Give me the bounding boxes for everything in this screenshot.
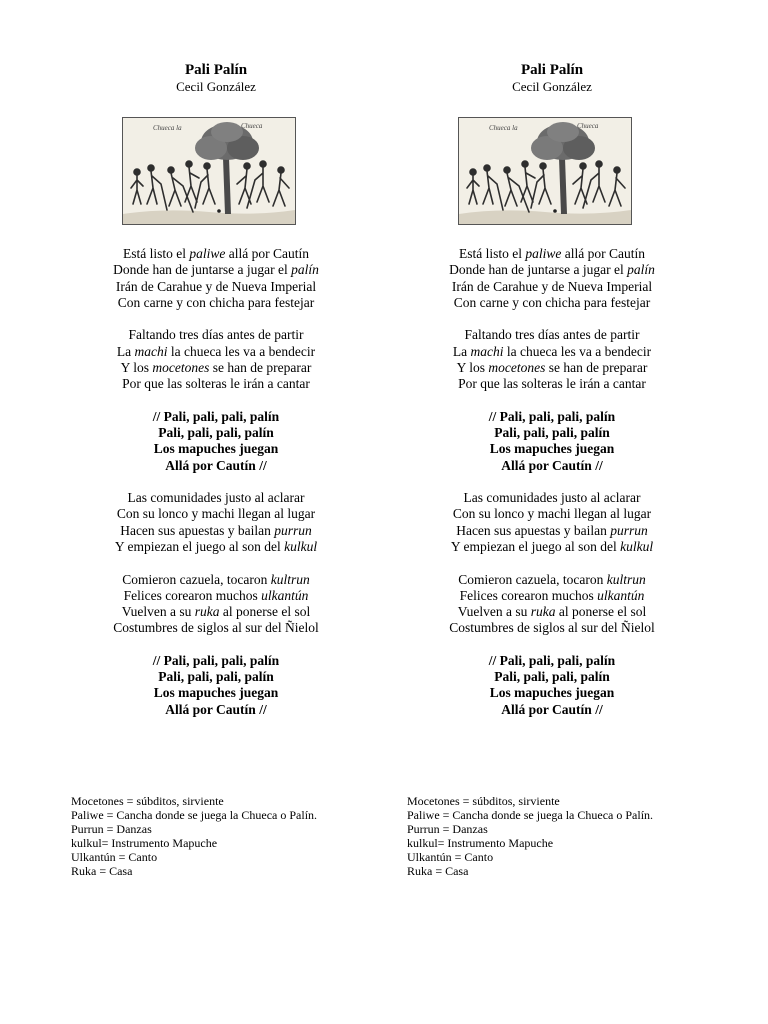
lyric-text: Vuelven a su	[121, 604, 195, 620]
lyric-line	[382, 588, 722, 604]
lyric-text: Con carne y con chicha para festejar	[453, 294, 651, 310]
lyric-line	[382, 246, 722, 262]
lyric-line	[382, 620, 722, 636]
chorus-stanza	[46, 409, 386, 474]
lyric-text: Comieron cazuela, tocaron	[458, 571, 607, 587]
glossary	[407, 795, 727, 878]
lyric-text: al ponerse el sol	[555, 604, 647, 620]
lyric-text: Y empiezan el juego al son del	[450, 539, 621, 555]
lyric-text: Irán de Carahue y de Nueva Imperial	[451, 278, 653, 294]
lyric-text: Y los	[120, 359, 153, 375]
chueca-engraving-image	[458, 117, 632, 225]
lyric-text: Con su lonco y machi llegan al lugar	[452, 506, 652, 522]
lyric-text: Y los	[456, 359, 489, 375]
lyric-line	[382, 425, 722, 441]
lyric-line	[382, 327, 722, 343]
lyric-text: Y empiezan el juego al son del	[114, 539, 285, 555]
glossary-entry: Paliwe = Cancha donde se juega la Chueca o Palín.	[407, 807, 654, 822]
lyric-line	[382, 702, 722, 718]
lyric-line	[382, 490, 722, 506]
lyric-line	[46, 506, 386, 522]
lyric-text: Está listo el	[123, 246, 190, 261]
lyric-text: se han de preparar	[545, 359, 648, 375]
glossary-entry: Ruka = Casa	[407, 863, 469, 878]
lyric-line	[382, 506, 722, 522]
lyric-line	[46, 425, 386, 441]
lyric-text: Allá por Cautín //	[165, 701, 267, 717]
lyric-line	[46, 653, 386, 669]
lyric-line	[382, 441, 722, 457]
lyric-line	[382, 669, 722, 685]
lyric-term: kultrun	[606, 571, 646, 587]
song-title: Pali Palín	[184, 62, 248, 78]
lyric-text: Felices corearon muchos	[459, 587, 598, 603]
song-sheet-left	[46, 0, 386, 1024]
lyric-text: Faltando tres días antes de partir	[464, 327, 640, 343]
lyric-line	[46, 360, 386, 376]
lyric-line	[46, 441, 386, 457]
lyric-term: kulkul	[620, 539, 654, 555]
lyric-line	[382, 409, 722, 425]
lyric-line	[46, 327, 386, 343]
illustration-caption-left: Chueca la	[153, 124, 182, 132]
glossary-entry: Ulkantún = Canto	[71, 849, 158, 864]
lyric-text: se han de preparar	[209, 359, 312, 375]
illustration-caption-right: Chueca	[577, 122, 599, 130]
lyric-line	[382, 344, 722, 360]
lyric-text: Donde han de juntarse a jugar el	[113, 262, 292, 278]
lyric-line	[382, 523, 722, 539]
lyric-line	[46, 604, 386, 620]
lyric-text: Pali, pali, pali, palín	[494, 669, 610, 685]
lyric-term: kultrun	[270, 571, 310, 587]
glossary-entry: Purrun = Danzas	[71, 821, 152, 836]
chorus-stanza	[46, 653, 386, 718]
chueca-engraving-image	[122, 117, 296, 225]
lyric-line	[382, 653, 722, 669]
lyric-text: Faltando tres días antes de partir	[128, 327, 304, 343]
illustration-caption-left: Chueca la	[489, 124, 518, 132]
song-sheet-right	[382, 0, 722, 1024]
lyric-text: Hacen sus apuestas y bailan	[456, 522, 611, 538]
lyric-text: Irán de Carahue y de Nueva Imperial	[115, 278, 317, 294]
lyric-line	[46, 262, 386, 278]
lyric-term: machi	[134, 343, 168, 359]
lyric-text: Costumbres de siglos al sur del Ñielol	[449, 620, 655, 636]
lyric-line	[382, 539, 722, 555]
lyric-line	[46, 588, 386, 604]
song-lyrics	[46, 246, 386, 734]
verse-stanza	[46, 490, 386, 555]
lyric-line	[382, 572, 722, 588]
lyric-line	[46, 620, 386, 636]
lyric-line	[46, 572, 386, 588]
lyric-term: ulkantún	[261, 587, 309, 603]
lyric-term: paliwe	[525, 246, 562, 261]
lyric-text: Allá por Cautín //	[501, 457, 603, 473]
lyric-line	[382, 360, 722, 376]
chorus-stanza	[382, 653, 722, 718]
lyric-line	[46, 539, 386, 555]
lyric-line	[46, 458, 386, 474]
lyric-text: Costumbres de siglos al sur del Ñielol	[113, 620, 319, 636]
verse-stanza	[382, 246, 722, 311]
lyric-text: al ponerse el sol	[219, 604, 311, 620]
song-author: Cecil González	[512, 79, 592, 94]
lyric-line	[46, 702, 386, 718]
lyric-text: // Pali, pali, pali, palín	[152, 408, 280, 424]
glossary-entry: kulkul= Instrumento Mapuche	[71, 835, 218, 850]
lyric-term: mocetones	[152, 359, 210, 375]
lyric-text: Por que las solteras le irán a cantar	[122, 376, 310, 392]
lyric-text: Pali, pali, pali, palín	[158, 669, 274, 685]
lyric-term: purrun	[610, 522, 648, 538]
lyric-term: mocetones	[488, 359, 546, 375]
lyric-text: Las comunidades justo al aclarar	[127, 490, 305, 506]
lyric-term: ruka	[194, 604, 220, 620]
lyric-line	[382, 604, 722, 620]
verse-stanza	[382, 490, 722, 555]
lyric-text: Con su lonco y machi llegan al lugar	[116, 506, 316, 522]
lyric-term: paliwe	[189, 246, 226, 261]
lyric-term: kulkul	[284, 539, 318, 555]
lyric-text: Pali, pali, pali, palín	[494, 425, 610, 441]
verse-stanza	[382, 572, 722, 637]
lyric-text: allá por Cautín	[225, 246, 309, 261]
chorus-stanza	[382, 409, 722, 474]
glossary-entry: Ulkantún = Canto	[407, 849, 494, 864]
lyric-term: palín	[291, 262, 319, 278]
lyric-text: // Pali, pali, pali, palín	[488, 408, 616, 424]
lyric-line	[46, 523, 386, 539]
lyric-line	[46, 490, 386, 506]
glossary	[71, 795, 391, 878]
lyric-line	[382, 262, 722, 278]
verse-stanza	[382, 327, 722, 392]
lyric-text: Está listo el	[459, 246, 526, 261]
lyric-line	[46, 279, 386, 295]
song-lyrics	[382, 246, 722, 734]
lyric-text: allá por Cautín	[561, 246, 645, 261]
lyric-line	[46, 295, 386, 311]
lyric-text: Los mapuches juegan	[489, 685, 615, 701]
song-title: Pali Palín	[520, 62, 584, 78]
lyric-text: // Pali, pali, pali, palín	[488, 652, 616, 668]
glossary-entry: Paliwe = Cancha donde se juega la Chueca o Palín.	[71, 807, 318, 822]
lyric-line	[46, 669, 386, 685]
glossary-entry: Mocetones = súbditos, sirviente	[407, 794, 560, 808]
lyric-text: Donde han de juntarse a jugar el	[449, 262, 628, 278]
lyric-term: ruka	[530, 604, 556, 620]
lyric-text: La	[452, 343, 471, 359]
lyric-text: la chueca les va a bendecir	[503, 343, 652, 359]
lyric-text: Hacen sus apuestas y bailan	[120, 522, 275, 538]
lyric-text: Pali, pali, pali, palín	[158, 425, 274, 441]
lyric-text: Felices corearon muchos	[123, 587, 262, 603]
lyric-term: palín	[627, 262, 655, 278]
lyric-line	[382, 295, 722, 311]
lyric-line	[46, 344, 386, 360]
lyric-term: machi	[470, 343, 504, 359]
verse-stanza	[46, 246, 386, 311]
glossary-entry: Purrun = Danzas	[407, 821, 488, 836]
lyric-text: la chueca les va a bendecir	[167, 343, 316, 359]
lyric-line	[46, 409, 386, 425]
lyric-line	[46, 685, 386, 701]
lyric-text: La	[116, 343, 135, 359]
glossary-entry: Ruka = Casa	[71, 863, 133, 878]
illustration-caption-right: Chueca	[241, 122, 263, 130]
lyric-text: Con carne y con chicha para festejar	[117, 294, 315, 310]
glossary-entry: Mocetones = súbditos, sirviente	[71, 794, 224, 808]
verse-stanza	[46, 327, 386, 392]
lyric-text: Por que las solteras le irán a cantar	[458, 376, 646, 392]
lyric-text: // Pali, pali, pali, palín	[152, 652, 280, 668]
lyric-text: Comieron cazuela, tocaron	[122, 571, 271, 587]
glossary-entry: kulkul= Instrumento Mapuche	[407, 835, 554, 850]
lyric-line	[382, 458, 722, 474]
lyric-term: purrun	[274, 522, 312, 538]
verse-stanza	[46, 572, 386, 637]
lyric-text: Los mapuches juegan	[153, 685, 279, 701]
lyric-line	[382, 279, 722, 295]
lyric-line	[382, 685, 722, 701]
lyric-text: Las comunidades justo al aclarar	[463, 490, 641, 506]
lyric-text: Los mapuches juegan	[153, 441, 279, 457]
lyric-line	[382, 376, 722, 392]
lyric-text: Los mapuches juegan	[489, 441, 615, 457]
lyric-text: Allá por Cautín //	[501, 701, 603, 717]
lyric-text: Allá por Cautín //	[165, 457, 267, 473]
lyric-text: Vuelven a su	[457, 604, 531, 620]
lyric-term: ulkantún	[597, 587, 645, 603]
lyric-line	[46, 376, 386, 392]
lyric-line	[46, 246, 386, 262]
song-author: Cecil González	[176, 79, 256, 94]
